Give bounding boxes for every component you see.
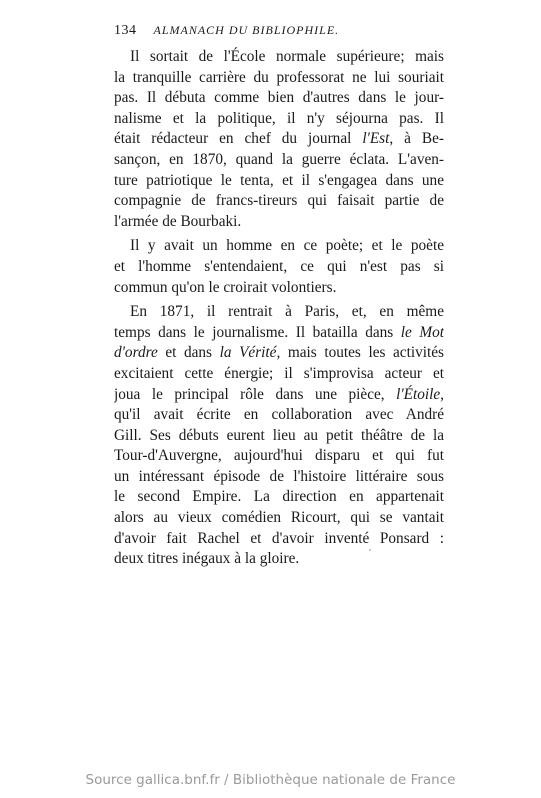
- italic-title: le Mot: [400, 323, 444, 341]
- text-line: [114, 549, 444, 570]
- text-run: joua le principal rôle dans une pièce,: [114, 385, 397, 403]
- print-speck: [369, 549, 371, 551]
- text-run: un intéressant épisode de l'histoire littéraire sous: [114, 467, 444, 485]
- text-run: pas. Il débuta comme bien d'autres dans le jour-: [114, 89, 444, 107]
- text-run: et dans: [157, 344, 220, 362]
- text-run: l'armée de Bourbaki.: [114, 212, 242, 230]
- text-line: [114, 191, 444, 212]
- text-line: [114, 426, 444, 447]
- text-run: temps dans le journalisme. Il batailla dans: [114, 323, 401, 341]
- text-line: [114, 171, 444, 192]
- text-run: d'avoir fait Rachel et d'avoir inventé Ponsard :: [114, 529, 444, 547]
- text-run: ture patriotique le tenta, et il s'engagea dans une: [114, 171, 444, 189]
- text-line: [114, 257, 444, 278]
- body-text: [114, 47, 444, 574]
- text-run: nalisme et la politique, il n'y séjourna pas. Il: [114, 109, 444, 127]
- text-run: excitaient cette énergie; il s'improvisa acteur et: [114, 364, 444, 382]
- text-run: était rédacteur en chef du journal: [114, 130, 363, 148]
- text-run: Il sortait de l'École normale supérieure; mais: [130, 48, 444, 65]
- text-run: Il y avait un homme en ce poète; et le poète: [130, 237, 444, 255]
- text-line: [114, 343, 444, 364]
- text-line: [114, 129, 444, 150]
- text-run: sançon, en 1870, quand la guerre éclata. L'aven-: [114, 150, 444, 168]
- text-run: Gill. Ses débuts eurent lieu au petit théâtre de la: [114, 426, 444, 444]
- paragraph: [114, 47, 444, 232]
- text-line: [114, 529, 444, 550]
- paragraph: [114, 302, 444, 570]
- text-line: [114, 236, 444, 257]
- text-run: deux titres inégaux à la gloire.: [114, 550, 300, 568]
- text-line: [114, 150, 444, 171]
- text-line: [114, 405, 444, 426]
- text-line: [114, 278, 444, 299]
- running-title: ALMANACH DU BIBLIOPHILE.: [153, 23, 340, 37]
- text-line: [114, 68, 444, 89]
- text-run: alors au vieux comédien Ricourt, qui se vantait: [114, 509, 444, 527]
- text-run: qu'il avait écrite en collaboration avec André: [114, 406, 444, 424]
- italic-title: l'Étoile,: [396, 385, 444, 403]
- text-run: commun qu'on le croirait volontiers.: [114, 278, 337, 296]
- text-run: la tranquille carrière du professorat ne lui souriait: [114, 68, 444, 86]
- text-run: et l'homme s'entendaient, ce qui n'est pas si: [114, 257, 444, 275]
- italic-title: l'Est: [362, 130, 390, 148]
- text-run: mais toutes les activités: [280, 344, 444, 362]
- page-number: 134: [114, 23, 137, 38]
- running-head: [114, 20, 444, 40]
- text-line: [114, 508, 444, 529]
- text-run: le second Empire. La direction en appartenait: [114, 488, 444, 506]
- text-line: [114, 487, 444, 508]
- italic-title: la Vérité,: [219, 344, 281, 362]
- text-line: [114, 364, 444, 385]
- text-line: [114, 385, 444, 406]
- text-line: [114, 467, 444, 488]
- text-line: [114, 47, 444, 68]
- text-line: [114, 88, 444, 109]
- italic-title: d'ordre: [114, 344, 158, 362]
- paragraph: [114, 236, 444, 298]
- text-run: , à Be-: [389, 130, 444, 148]
- text-line: [114, 212, 444, 233]
- text-line: [114, 446, 444, 467]
- text-line: [114, 109, 444, 130]
- text-run: En 1871, il rentrait à Paris, et, en même: [130, 303, 444, 321]
- text-line: [114, 302, 444, 323]
- text-line: [114, 323, 444, 344]
- source-attribution: Source gallica.bnf.fr / Bibliothèque nationale de France: [85, 772, 456, 788]
- text-run: Tour-d'Auvergne, aujourd'hui disparu et qui fut: [114, 447, 444, 465]
- text-run: compagnie de francs-tireurs qui faisait partie de: [114, 192, 444, 210]
